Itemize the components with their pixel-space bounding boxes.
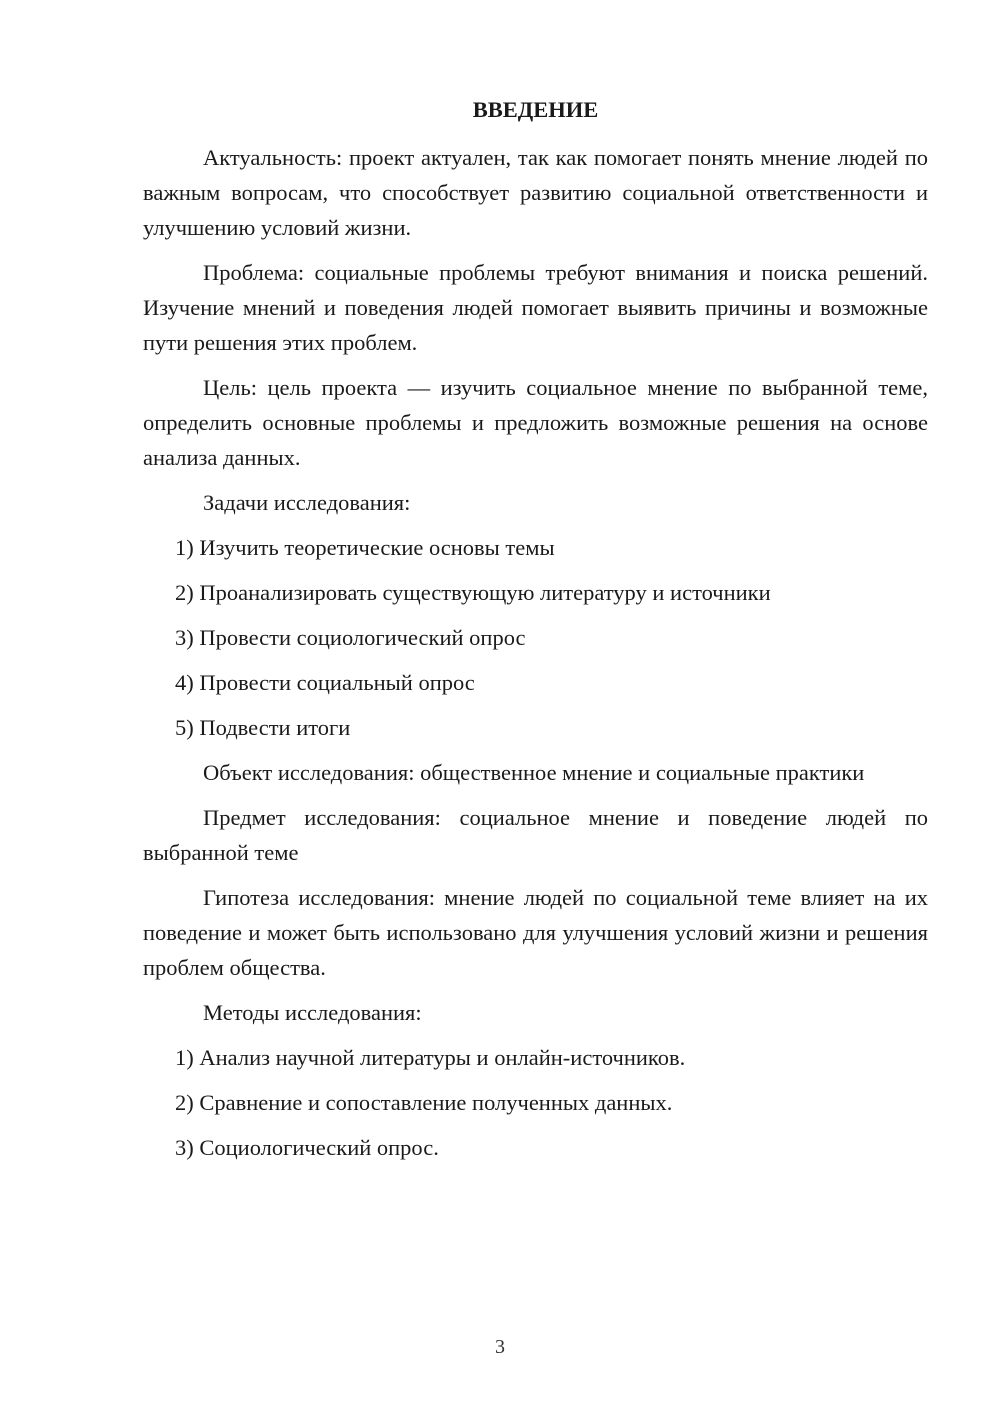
page-content	[143, 90, 928, 1175]
paragraph-object: Объект исследования: общественное мнение и социальные практики	[203, 760, 865, 785]
paragraph-relevance: Актуальность: проект актуален, так как помогает понять мнение людей по важным вопросам, что способствует развитию социальной ответственности и улучшению условий жизни.	[143, 145, 928, 240]
method-item: 3) Социологический опрос.	[175, 1135, 439, 1160]
task-item: 2) Проанализировать существующую литературу и источники	[175, 580, 771, 605]
paragraph-goal: Цель: цель проекта — изучить социальное мнение по выбранной теме, определить основные проблемы и предложить возможные решения на основе анализа данных.	[143, 375, 928, 470]
section-title: ВВЕДЕНИЕ	[472, 97, 599, 122]
page-number: 3	[495, 1336, 505, 1358]
task-item: 4) Провести социальный опрос	[175, 670, 475, 695]
paragraph-hypothesis: Гипотеза исследования: мнение людей по социальной теме влияет на их поведение и может быть использовано для улучшения условий жизни и решения проблем общества.	[143, 885, 928, 980]
paragraph-problem: Проблема: социальные проблемы требуют внимания и поиска решений. Изучение мнений и поведения людей помогает выявить причины и возможные пути решения этих проблем.	[143, 260, 928, 355]
method-item: 2) Сравнение и сопоставление полученных данных.	[175, 1090, 673, 1115]
paragraph-subject: Предмет исследования: социальное мнение и поведение людей по выбранной теме	[143, 805, 928, 865]
methods-list	[143, 1040, 928, 1165]
task-item: 1) Изучить теоретические основы темы	[175, 535, 555, 560]
method-item: 1) Анализ научной литературы и онлайн-источников.	[175, 1045, 686, 1070]
tasks-list	[143, 530, 928, 745]
task-item: 3) Провести социологический опрос	[175, 625, 526, 650]
methods-heading: Методы исследования:	[203, 1000, 422, 1025]
tasks-heading: Задачи исследования:	[203, 490, 411, 515]
task-item: 5) Подвести итоги	[175, 715, 351, 740]
